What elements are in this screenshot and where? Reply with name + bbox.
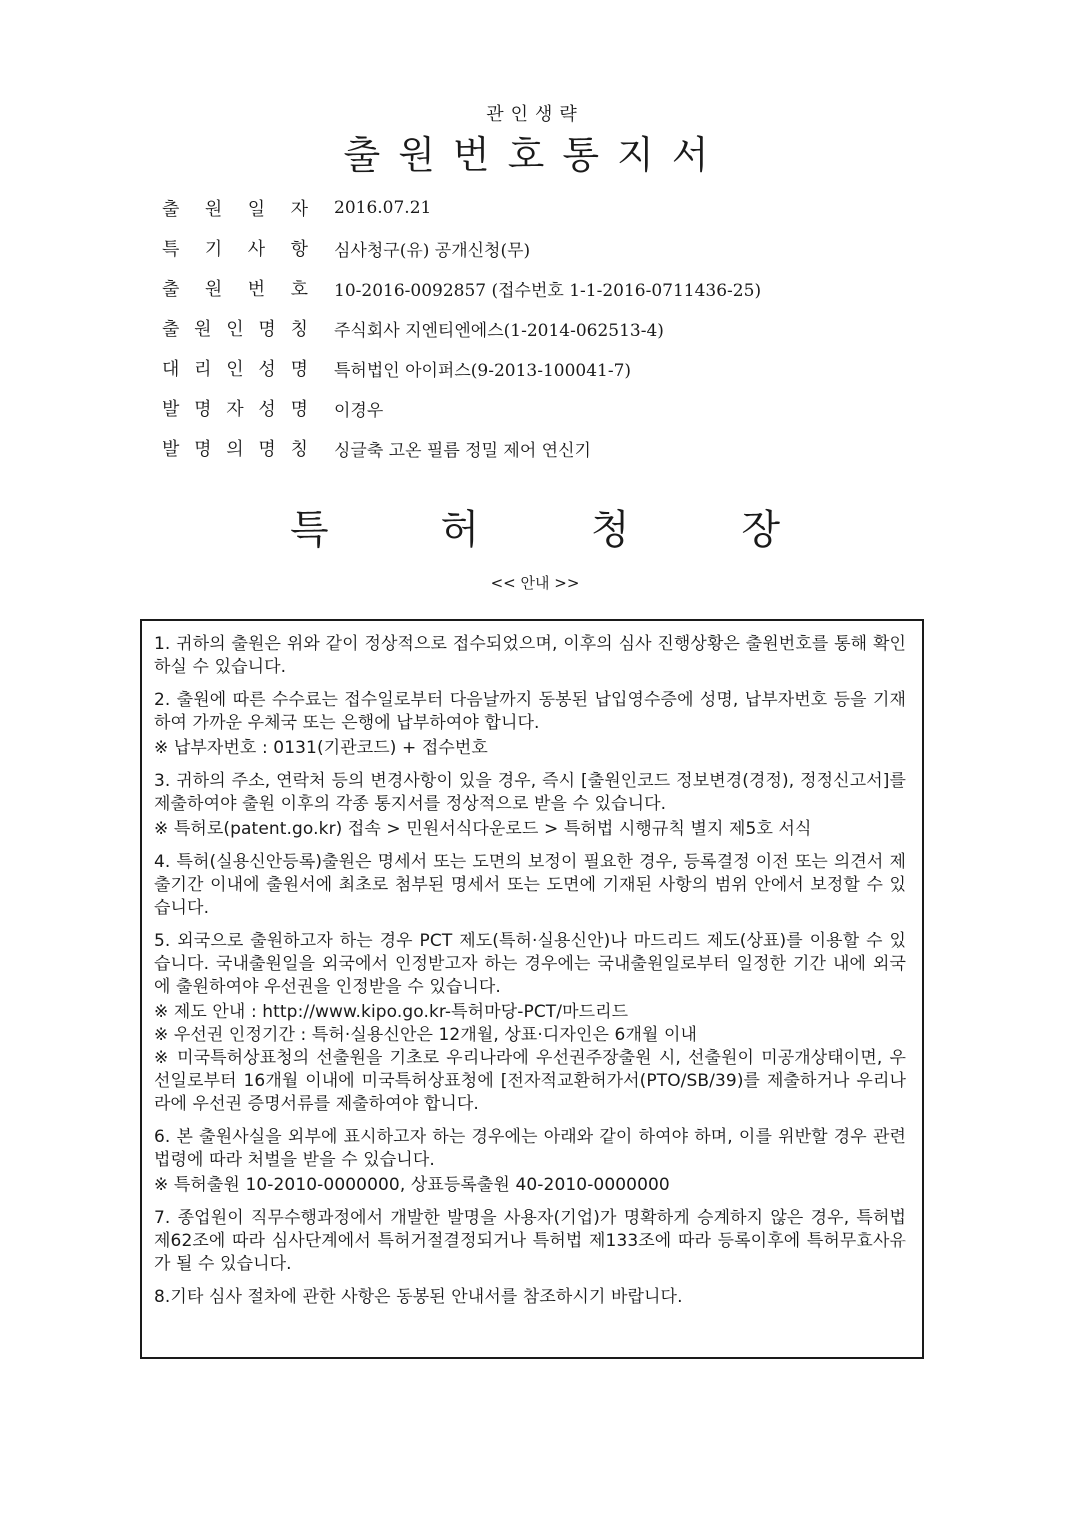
- info-row-filing-date: [162, 188, 962, 228]
- info-row-agent: [162, 348, 962, 388]
- guide-item-text: 7. 종업원이 직무수행과정에서 개발한 발명을 사용자(기업)가 명확하게 승계하지 않은 경우, 특허법 제62조에 따라 심사단계에서 특허거절결정되거나 특허법 제133조에 따라 등록이후에 특허무효사유가 될 수 있습니다.: [154, 1208, 906, 1274]
- guide-item-text: 6. 본 출원사실을 외부에 표시하고자 하는 경우에는 아래와 같이 하여야 하며, 이를 위반할 경우 관련법령에 따라 처벌을 받을 수 있습니다.: [154, 1127, 906, 1170]
- info-label: 발 명 자 성 명: [162, 399, 308, 420]
- guide-item: [154, 851, 906, 920]
- guide-item-text: 8.기타 심사 절차에 관한 사항은 동봉된 안내서를 참조하시기 바랍니다.: [154, 1287, 683, 1307]
- info-row-special-notes: [162, 228, 962, 268]
- guide-note: ※ 미국특허상표청의 선출원을 기초로 우리나라에 우선권주장출원 시, 선출원이 미공개상태이면, 우선일로부터 16개월 이내에 미국특허상표청에 [전자적교환허가서(PTO/SB/39)를 제출하거나 우리나라에 우선권 증명서류를 제출하여야 합니다.: [154, 1048, 906, 1114]
- guide-title: << 안내 >>: [490, 574, 580, 592]
- guide-box: [140, 619, 924, 1359]
- guide-note: ※ 우선권 인정기간 : 특허·실용신안은 12개월, 상표·디자인은 6개월 이내: [154, 1025, 698, 1045]
- guide-note: ※ 제도 안내 : http://www.kipo.go.kr-특허마당-PCT/마드리드: [154, 1002, 629, 1022]
- seal-omitted-label: 관인생략: [486, 104, 584, 125]
- guide-note: ※ 특허출원 10-2010-0000000, 상표등록출원 40-2010-0000000: [154, 1175, 670, 1195]
- info-label: 출 원 번 호: [162, 279, 308, 300]
- guide-item: [154, 1207, 906, 1276]
- info-value: 2016.07.21: [334, 198, 432, 218]
- info-row-invention-title: [162, 428, 962, 468]
- info-value: 특허법인 아이퍼스(9-2013-100041-7): [334, 360, 632, 381]
- document-title: 출원번호통지서: [343, 133, 727, 177]
- info-value: 싱글축 고온 필름 정밀 제어 연신기: [334, 440, 591, 461]
- issuer-name: 특 허 청 장: [290, 507, 780, 553]
- info-value: 심사청구(유) 공개신청(무): [334, 240, 531, 261]
- info-value: 주식회사 지엔티엔에스(1-2014-062513-4): [334, 320, 664, 341]
- guide-note: ※ 납부자번호 : 0131(기관코드) + 접수번호: [154, 738, 488, 758]
- info-row-application-number: [162, 268, 962, 308]
- info-label: 출 원 일 자: [162, 199, 308, 220]
- guide-item-text: 2. 출원에 따른 수수료는 접수일로부터 다음날까지 동봉된 납입영수증에 성명, 납부자번호 등을 기재하여 가까운 우체국 또는 은행에 납부하여야 합니다.: [154, 690, 906, 733]
- guide-item: [154, 689, 906, 760]
- info-label: 특 기 사 항: [162, 239, 308, 260]
- guide-item: [154, 1126, 906, 1197]
- guide-item: [154, 633, 906, 679]
- guide-item: [154, 1286, 906, 1309]
- guide-item-text: 4. 특허(실용신안등록)출원은 명세서 또는 도면의 보정이 필요한 경우, 등록결정 이전 또는 의견서 제출기간 이내에 출원서에 최초로 첨부된 명세서 또는 도면에 기재된 사항의 범위 안에서 보정할 수 있습니다.: [154, 852, 906, 918]
- info-row-inventor: [162, 388, 962, 428]
- guide-item-text: 3. 귀하의 주소, 연락처 등의 변경사항이 있을 경우, 즉시 [출원인코드 정보변경(경정), 정정신고서]를 제출하여야 출원 이후의 각종 통지서를 정상적으로 받을 수 있습니다.: [154, 771, 906, 814]
- guide-item: [154, 930, 906, 1116]
- application-info: [162, 188, 962, 468]
- guide-item-text: 1. 귀하의 출원은 위와 같이 정상적으로 접수되었으며, 이후의 심사 진행상황은 출원번호를 통해 확인하실 수 있습니다.: [154, 634, 906, 677]
- guide-item: [154, 770, 906, 841]
- guide-item-text: 5. 외국으로 출원하고자 하는 경우 PCT 제도(특허·실용신안)나 마드리드 제도(상표)를 이용할 수 있습니다. 국내출원일을 외국에서 인정받고자 하는 경우에는 국내출원일로부터 일정한 기간 내에 외국에 출원하여야 우선권을 인정받을 수 있습니다.: [154, 931, 906, 997]
- info-row-applicant: [162, 308, 962, 348]
- info-value: 이경우: [334, 400, 384, 421]
- info-value: 10-2016-0092857 (접수번호 1-1-2016-0711436-25): [334, 280, 762, 301]
- info-label: 출 원 인 명 칭: [162, 319, 308, 340]
- info-label: 대 리 인 성 명: [162, 359, 308, 380]
- guide-note: ※ 특허로(patent.go.kr) 접속 > 민원서식다운로드 > 특허법 시행규칙 별지 제5호 서식: [154, 819, 812, 839]
- info-label: 발 명 의 명 칭: [162, 439, 308, 460]
